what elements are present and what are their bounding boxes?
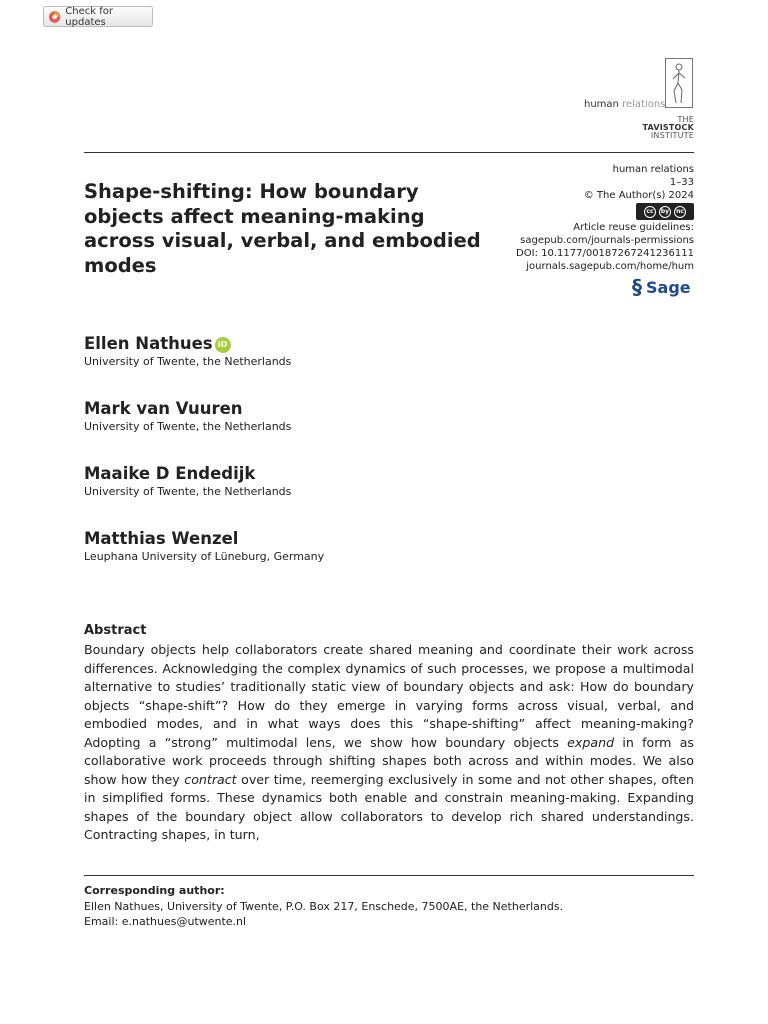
- journal-logo-text: [584, 99, 665, 110]
- header-rule: [84, 152, 694, 153]
- author-affiliation-4: Leuphana University of Lüneburg, Germany: [84, 550, 325, 563]
- tavistock-line-3: INSTITUTE: [650, 131, 694, 140]
- cc-license-icon: [636, 203, 694, 220]
- article-meta: [505, 163, 694, 273]
- author-name-2: Mark van Vuuren: [84, 399, 243, 418]
- meta-journal: human relations: [612, 164, 694, 175]
- corresponding-author-email[interactable]: Email: e.nathues@utwente.nl: [84, 915, 247, 928]
- meta-reuse-link[interactable]: sagepub.com/journals-permissions: [520, 235, 694, 246]
- tavistock-line-1: THE: [677, 115, 694, 124]
- meta-copyright: © The Author(s) 2024: [583, 190, 694, 201]
- journal-logo-figure-icon: [665, 58, 693, 108]
- tavistock-institute-logo: [618, 116, 694, 140]
- by-icon: by: [659, 206, 671, 218]
- journal-logo-word-2: relations: [622, 99, 666, 110]
- abstract-part-3: over time, reemerging exclusively in some and not other shapes, often in simplified forms. These dynamics both enable and constrain meaning-making. Expanding shapes of the boundary object allow collaborators to develop rich shared understandings. Contracting shapes, in turn,: [84, 771, 694, 842]
- author-name-text: Ellen Nathues: [84, 334, 213, 353]
- abstract-heading: Abstract: [84, 623, 147, 638]
- updates-icon: [48, 10, 61, 24]
- nc-icon: nc: [674, 206, 686, 218]
- cc-icon: cc: [644, 206, 656, 218]
- abstract-part-2: in form as collaborative work proceeds through shifting shapes both across and within modes. We also show how they: [84, 734, 694, 787]
- sage-logo-text: Sage: [646, 277, 691, 297]
- check-for-updates-label: Check for updates: [65, 5, 113, 28]
- sage-s-icon: §: [632, 275, 642, 299]
- journal-logo-word-1: human: [584, 99, 619, 110]
- corresponding-author-heading: Corresponding author:: [84, 884, 225, 897]
- abstract-part-1: Boundary objects help collaborators create shared meaning and coordinate their work across differences. Acknowledging the complex dynamics of such processes, we propose a multimodal alternative to studies’ traditionally static view of boundary objects and ask: How do boundary objects “shape-shift”? How do they emerge in varying forms across visual, verbal, and embodied modes, and in what ways does this “shape-shifting” affect meaning-making? Adopting a “strong” multimodal lens, we show how boundary objects: [84, 642, 694, 750]
- abstract-emphasis-1: expand: [567, 734, 615, 750]
- author-name-1: [84, 334, 231, 353]
- author-name-4: Matthias Wenzel: [84, 529, 239, 548]
- author-affiliation-1: University of Twente, the Netherlands: [84, 355, 292, 368]
- meta-pages: 1–33: [669, 177, 694, 188]
- abstract-emphasis-2: contract: [184, 771, 237, 787]
- meta-journal-link[interactable]: journals.sagepub.com/home/hum: [526, 261, 694, 272]
- check-for-updates-button[interactable]: [43, 6, 153, 27]
- author-name-3: Maaike D Endedijk: [84, 464, 256, 483]
- corresponding-author-address: Ellen Nathues, University of Twente, P.O. Box 217, Enschede, 7500AE, the Netherlands.: [84, 900, 564, 913]
- tavistock-line-2: TAVISTOCK: [642, 123, 694, 132]
- author-affiliation-2: University of Twente, the Netherlands: [84, 420, 292, 433]
- abstract-body: [84, 641, 694, 845]
- sage-logo: [632, 275, 691, 299]
- article-title: Shape-shifting: How boundary objects affect meaning-making across visual, verbal, and embodied modes: [84, 180, 481, 277]
- meta-doi[interactable]: DOI: 10.1177/00187267241236111: [516, 248, 694, 259]
- meta-reuse-label: Article reuse guidelines:: [573, 222, 694, 233]
- orcid-icon[interactable]: iD: [215, 337, 231, 353]
- footnote-rule: [84, 875, 694, 876]
- author-affiliation-3: University of Twente, the Netherlands: [84, 485, 292, 498]
